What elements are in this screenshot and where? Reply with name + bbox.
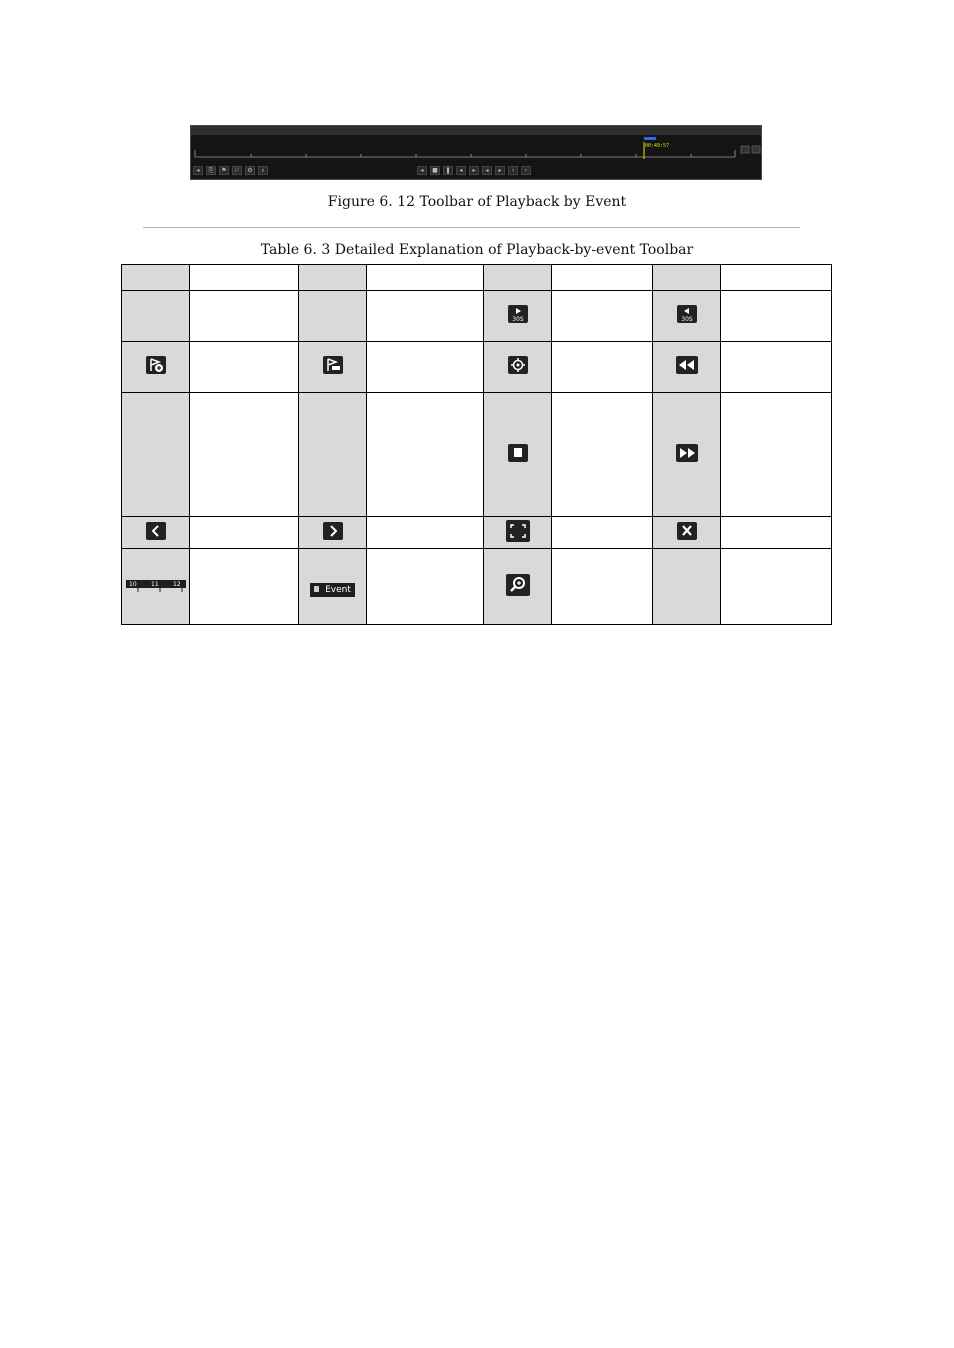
reverse-30s-icon[interactable]: ◂	[456, 166, 466, 175]
table-row	[122, 549, 832, 625]
table-row	[122, 517, 832, 549]
toolbar-explanation-table	[121, 264, 832, 625]
add-tag-icon[interactable]: ⚑	[219, 166, 229, 175]
svg-text:30S: 30S	[511, 316, 524, 323]
table-row	[122, 342, 832, 393]
clip-icon[interactable]: ⎘	[206, 166, 216, 175]
tag-management-icon	[508, 356, 528, 374]
close-icon	[677, 522, 697, 540]
event-type-button-icon: Event	[310, 583, 355, 597]
table-row	[122, 393, 832, 517]
table-row	[122, 291, 832, 342]
stop-icon	[508, 444, 528, 462]
fast-forward-icon[interactable]: ▸	[495, 166, 505, 175]
forward-30s-icon	[508, 305, 528, 323]
svg-text:30S: 30S	[680, 316, 693, 323]
table-header-row	[122, 265, 832, 291]
playback-toolbar-figure	[190, 125, 762, 180]
full-screen-icon	[506, 520, 530, 542]
pause-icon[interactable]: ❚	[443, 166, 453, 175]
digital-zoom-icon[interactable]: ⌕	[258, 166, 268, 175]
next-event-icon	[323, 522, 343, 540]
stop-icon[interactable]: ■	[430, 166, 440, 175]
next-event-icon[interactable]: ›	[521, 166, 531, 175]
event-marker	[644, 137, 656, 140]
svg-text:11: 11	[150, 581, 159, 588]
svg-text:10: 10	[128, 581, 137, 588]
slow-forward-icon[interactable]: ◂	[482, 166, 492, 175]
divider	[143, 227, 800, 228]
reverse-play-icon[interactable]: ◂	[417, 166, 427, 175]
tag-management-icon[interactable]: ⚙	[245, 166, 255, 175]
svg-text:12: 12	[172, 581, 181, 588]
figure-caption: Figure 6. 12 Toolbar of Playback by Event	[327, 194, 627, 210]
add-default-tag-icon	[146, 356, 166, 374]
previous-event-icon[interactable]: ‹	[508, 166, 518, 175]
table-caption: Table 6. 3 Detailed Explanation of Playback-by-event Toolbar	[260, 242, 694, 258]
fast-reverse-icon	[676, 356, 698, 374]
digital-zoom-icon	[506, 574, 530, 596]
add-customized-tag-icon	[323, 356, 343, 374]
custom-tag-icon[interactable]: ⚐	[232, 166, 242, 175]
fast-forward-icon	[676, 444, 698, 462]
time-scale-icon	[126, 577, 186, 596]
forward-30s-icon[interactable]: ▸	[469, 166, 479, 175]
audio-icon[interactable]: ◂	[193, 166, 203, 175]
playback-time: 00:49:57	[645, 143, 670, 149]
reverse-30s-icon	[677, 305, 697, 323]
previous-event-icon	[146, 522, 166, 540]
